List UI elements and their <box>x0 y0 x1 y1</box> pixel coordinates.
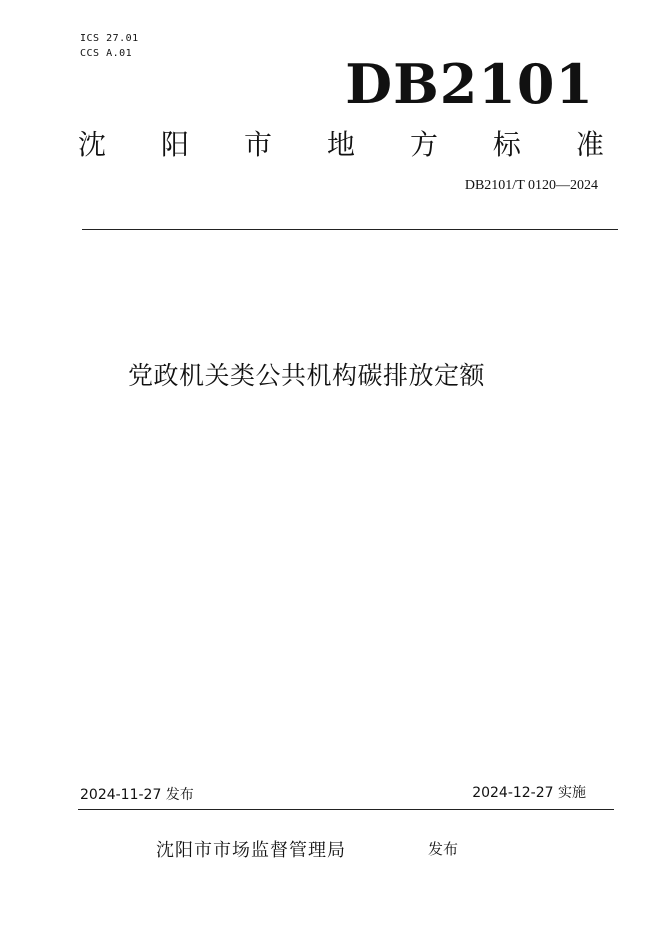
standard-type-char: 地 <box>326 128 355 161</box>
standard-type-char: 标 <box>492 128 521 161</box>
standard-type-char: 方 <box>409 128 438 161</box>
standard-type-char: 准 <box>575 128 604 161</box>
standard-type <box>78 126 604 164</box>
standard-number: DB2101/T 0120—2024 <box>464 178 598 193</box>
issue-label: 发布 <box>428 840 459 858</box>
bottom-divider <box>78 809 614 810</box>
standard-type-char: 市 <box>243 128 272 161</box>
document-title: 党政机关类公共机构碳排放定额 <box>128 361 486 390</box>
publish-date: 2024-11-27 发布 <box>80 787 194 803</box>
ccs-code: CCS A.01 <box>80 48 133 59</box>
ics-code: ICS 27.01 <box>80 33 139 44</box>
standard-mark: DB2101 <box>345 52 594 116</box>
standard-type-char: 沈 <box>78 128 107 161</box>
standard-type-char: 阳 <box>160 128 189 161</box>
top-divider <box>82 229 618 230</box>
implement-date: 2024-12-27 实施 <box>472 785 586 801</box>
issuing-authority: 沈阳市市场监督管理局 <box>156 840 346 861</box>
